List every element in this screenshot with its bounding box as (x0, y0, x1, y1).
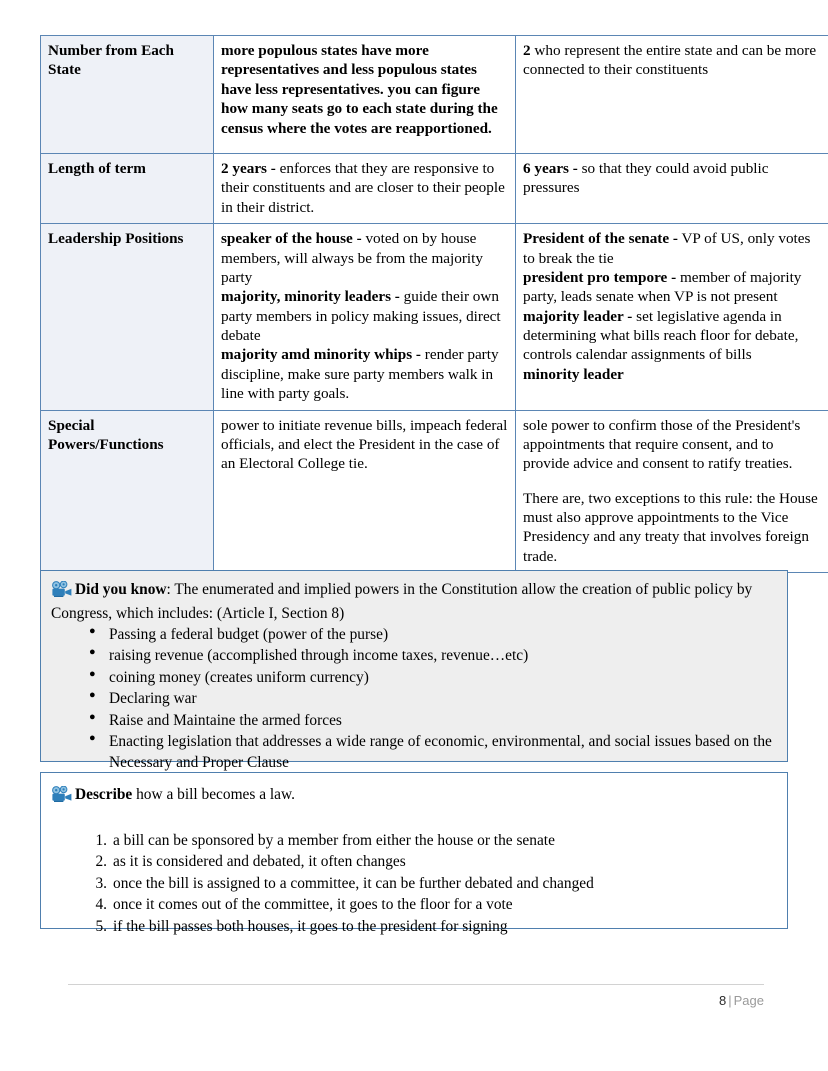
senate-cell: President of the senate - VP of US, only votes to break the tie president pro tempore - member of majority party, leads senate when VP is not present majority leader - set legislative agenda in determining what bills reach floor for debate, controls calendar assignments of bills minority leader (516, 224, 828, 410)
describe-label: Describe (75, 786, 133, 803)
house-cell: 2 years - enforces that they are responsive to their constituents and are closer to their people in their district. (214, 154, 516, 224)
house-cell: more populous states have more representatives and less populous states have less representatives. you can figure how many seats go to each state during the census where the votes are reapportioned. (214, 36, 516, 154)
list-item: ● Declaring war (109, 689, 775, 709)
page-footer (719, 993, 764, 1008)
enumerated-powers-list (51, 625, 775, 773)
list-item: as it is considered and debated, it often changes (113, 853, 406, 871)
footer-separator: | (728, 993, 732, 1008)
list-item: once the bill is assigned to a committee, it can be further debated and changed (113, 874, 594, 892)
list-item: a bill can be sponsored by a member from either the house or the senate (113, 831, 555, 849)
house-cell: speaker of the house - voted on by house members, will always be from the majority party majority, minority leaders - guide their own party members in policy making issues, direct debate majority amd minority whips - render party discipline, make sure party members walk in line with party goals. (214, 224, 516, 410)
senate-cell: 2 who represent the entire state and can be more connected to their constituents (516, 36, 828, 154)
table-body (41, 36, 828, 573)
table-row (41, 154, 828, 224)
senate-cell: 6 years - so that they could avoid public pressures (516, 154, 828, 224)
did-you-know-intro: : The enumerated and implied powers in the Constitution allow the creation of public policy by Congress, which includes: (Article I, Section 8) (51, 581, 753, 622)
house-cell: power to initiate revenue bills, impeach federal officials, and elect the President in the case of an Electoral College tie. (214, 410, 516, 573)
did-you-know-label: Did you know (75, 581, 167, 598)
describe-heading (51, 785, 775, 809)
footer-page-word: Page (733, 993, 764, 1008)
did-you-know-heading (51, 580, 775, 624)
table-row (41, 410, 828, 573)
senate-cell: sole power to confirm those of the President's appointments that require consent, and to provide advice and consent to ratify treaties. There are, two exceptions to this rule: the House must also approve appointments to the Vice Presidency and any treaty that involves foreign trade. (516, 410, 828, 573)
list-item: ● Raise and Maintaine the armed forces (109, 711, 775, 731)
did-you-know-callout (40, 570, 788, 771)
row-label-cell: Length of term (41, 154, 214, 224)
table-row (41, 224, 828, 410)
movie-camera-icon (51, 786, 73, 809)
row-label-cell: Leadership Positions (41, 224, 214, 410)
footer-divider (68, 984, 764, 985)
row-label-cell: Number from Each State (41, 36, 214, 154)
table-row (41, 36, 828, 154)
bill-to-law-steps (51, 831, 775, 937)
house-senate-comparison-table (40, 35, 828, 573)
movie-camera-icon (51, 581, 73, 604)
list-item: ● Enacting legislation that addresses a wide range of economic, environmental, and social issues based on the Necessary and Proper Clause (109, 732, 775, 773)
describe-callout (40, 772, 788, 935)
list-item: once it comes out of the committee, it goes to the floor for a vote (113, 896, 513, 914)
list-item: ● Passing a federal budget (power of the purse) (109, 625, 775, 645)
row-label-cell: Special Powers/Functions (41, 410, 214, 573)
list-item: ● raising revenue (accomplished through income taxes, revenue…etc) (109, 646, 775, 666)
describe-prompt: how a bill becomes a law. (132, 786, 295, 803)
list-item: ● coining money (creates uniform currency) (109, 668, 775, 688)
list-item: if the bill passes both houses, it goes to the president for signing (113, 917, 508, 935)
page-number: 8 (719, 993, 727, 1008)
